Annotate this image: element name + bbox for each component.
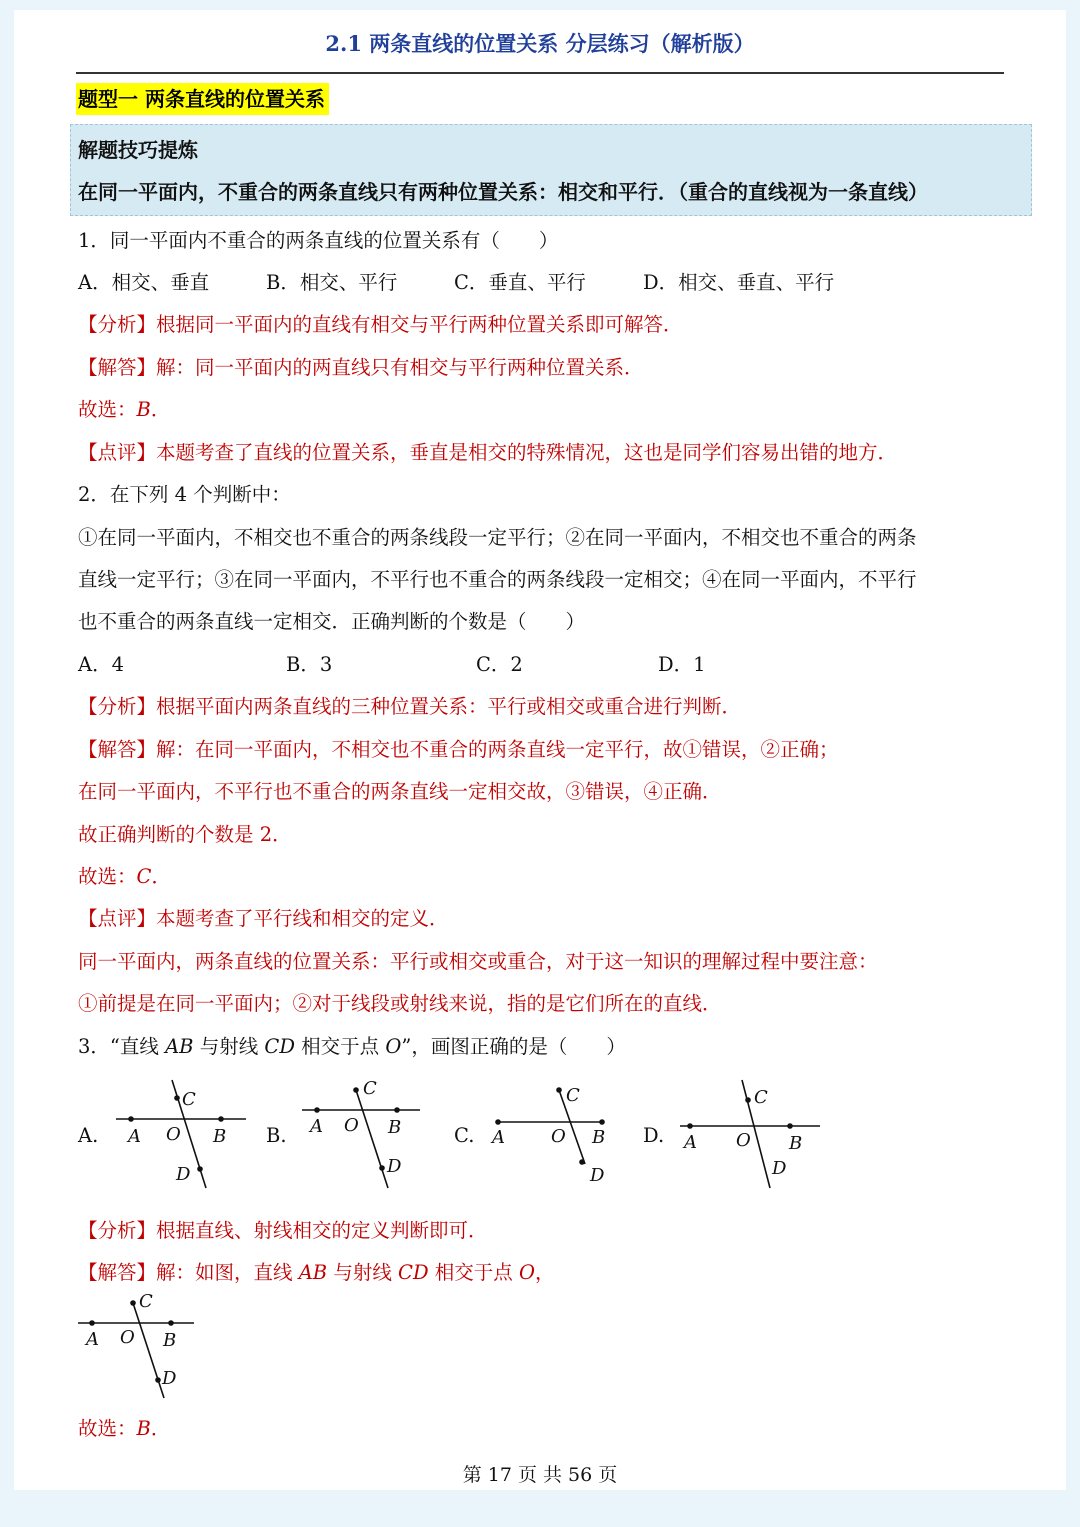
label-a: A (684, 1132, 697, 1153)
label-o: O (551, 1126, 566, 1147)
label-o: O (120, 1327, 135, 1348)
label-c: C (566, 1085, 580, 1106)
q2-solution-line-1: 【解答】解：在同一平面内，不相交也不重合的两条直线一定平行，故①错误，②正确； (78, 738, 839, 761)
label-c: C (139, 1291, 153, 1312)
q3-option-a-letter: A. (78, 1124, 99, 1147)
q3-solution-figure (76, 1290, 200, 1402)
label-d: D (590, 1165, 605, 1186)
label-b: B (789, 1133, 803, 1154)
q2-solution-line-2: 在同一平面内，不平行也不重合的两条直线一定相交故，③错误，④正确． (78, 780, 722, 803)
q2-option-d: D．1 (658, 653, 706, 676)
label-c: C (363, 1078, 377, 1099)
q1-analysis: 【分析】根据同一平面内的直线有相交与平行两种位置关系即可解答． (78, 313, 683, 336)
label-o: O (166, 1124, 181, 1145)
label-c: C (182, 1089, 196, 1110)
q2-solution-line-3: 故正确判断的个数是 2． (78, 823, 292, 846)
q2-option-c: C．2 (476, 653, 523, 676)
q3-figure-d (672, 1074, 824, 1194)
q2-comment-line-2: 同一平面内，两条直线的位置关系：平行或相交或重合，对于这一知识的理解过程中要注意： (78, 950, 878, 973)
q1-stem: 1．同一平面内不重合的两条直线的位置关系有（ ） (78, 229, 559, 252)
q3-option-c-letter: C. (454, 1124, 475, 1147)
label-a: A (128, 1126, 141, 1147)
q3-figure-c (484, 1074, 614, 1194)
q1-option-a: A．相交、垂直 (78, 271, 210, 294)
label-d: D (162, 1368, 177, 1389)
label-d: D (772, 1158, 787, 1179)
q2-body-line-1: ①在同一平面内，不相交也不重合的两条线段一定平行；②在同一平面内，不相交也不重合的两条 (78, 526, 917, 549)
title-rule (76, 72, 1004, 74)
label-o: O (736, 1130, 751, 1151)
label-b: B (213, 1126, 227, 1147)
q2-comment-line-1: 【点评】本题考查了平行线和相交的定义． (78, 907, 449, 930)
q2-option-b: B．3 (286, 653, 333, 676)
label-d: D (387, 1156, 402, 1177)
label-b: B (163, 1330, 177, 1351)
page-title: 2.1 两条直线的位置关系 分层练习（解析版） (325, 31, 755, 56)
q1-option-d: D．相交、垂直、平行 (643, 271, 835, 294)
tip-heading: 解题技巧提炼 (78, 138, 198, 162)
q3-figure-b (296, 1074, 426, 1194)
label-a: A (86, 1329, 99, 1350)
q2-option-a: A．4 (78, 653, 124, 676)
label-d: D (176, 1164, 191, 1185)
page-footer: 第 17 页 共 56 页 (462, 1464, 618, 1486)
q3-option-d-letter: D. (643, 1124, 665, 1147)
q2-analysis: 【分析】根据平面内两条直线的三种位置关系：平行或相交或重合进行判断． (78, 695, 742, 718)
q2-body-line-3: 也不重合的两条直线一定相交．正确判断的个数是（ ） (78, 610, 586, 633)
q2-comment-line-3: ①前提是在同一平面内；②对于线段或射线来说，指的是它们所在的直线． (78, 992, 722, 1015)
q2-stem: 2．在下列 4 个判断中： (78, 483, 291, 506)
q1-solution: 【解答】解：同一平面内的两直线只有相交与平行两种位置关系． (78, 356, 644, 379)
q2-body-line-2: 直线一定平行；③在同一平面内，不平行也不重合的两条线段一定相交；④在同一平面内，不平行 (78, 568, 917, 591)
section-heading: 题型一 两条直线的位置关系 (76, 83, 329, 115)
q3-analysis: 【分析】根据直线、射线相交的定义判断即可． (78, 1219, 488, 1242)
q3-figure-a (108, 1074, 253, 1194)
q1-option-c: C．垂直、平行 (454, 271, 586, 294)
label-a: A (310, 1116, 323, 1137)
q1-option-b: B．相交、平行 (266, 271, 398, 294)
q2-answer: 故选：C． (78, 865, 171, 888)
q3-stem: 3．“直线 AB 与射线 CD 相交于点 O”，画图正确的是（ ） (78, 1035, 626, 1058)
q1-answer: 故选：B． (78, 398, 171, 421)
q3-solution: 【解答】解：如图，直线 AB 与射线 CD 相交于点 O， (78, 1261, 555, 1284)
tip-text: 在同一平面内，不重合的两条直线只有两种位置关系：相交和平行．（重合的直线视为一条直线） (78, 180, 928, 204)
label-a: A (492, 1127, 505, 1148)
label-c: C (754, 1087, 768, 1108)
q1-comment: 【点评】本题考查了直线的位置关系，垂直是相交的特殊情况，这也是同学们容易出错的地方． (78, 441, 898, 464)
q3-option-b-letter: B. (266, 1124, 287, 1147)
label-b: B (388, 1117, 402, 1138)
q3-answer: 故选：B． (78, 1417, 171, 1440)
label-o: O (344, 1115, 359, 1136)
label-b: B (592, 1127, 606, 1148)
